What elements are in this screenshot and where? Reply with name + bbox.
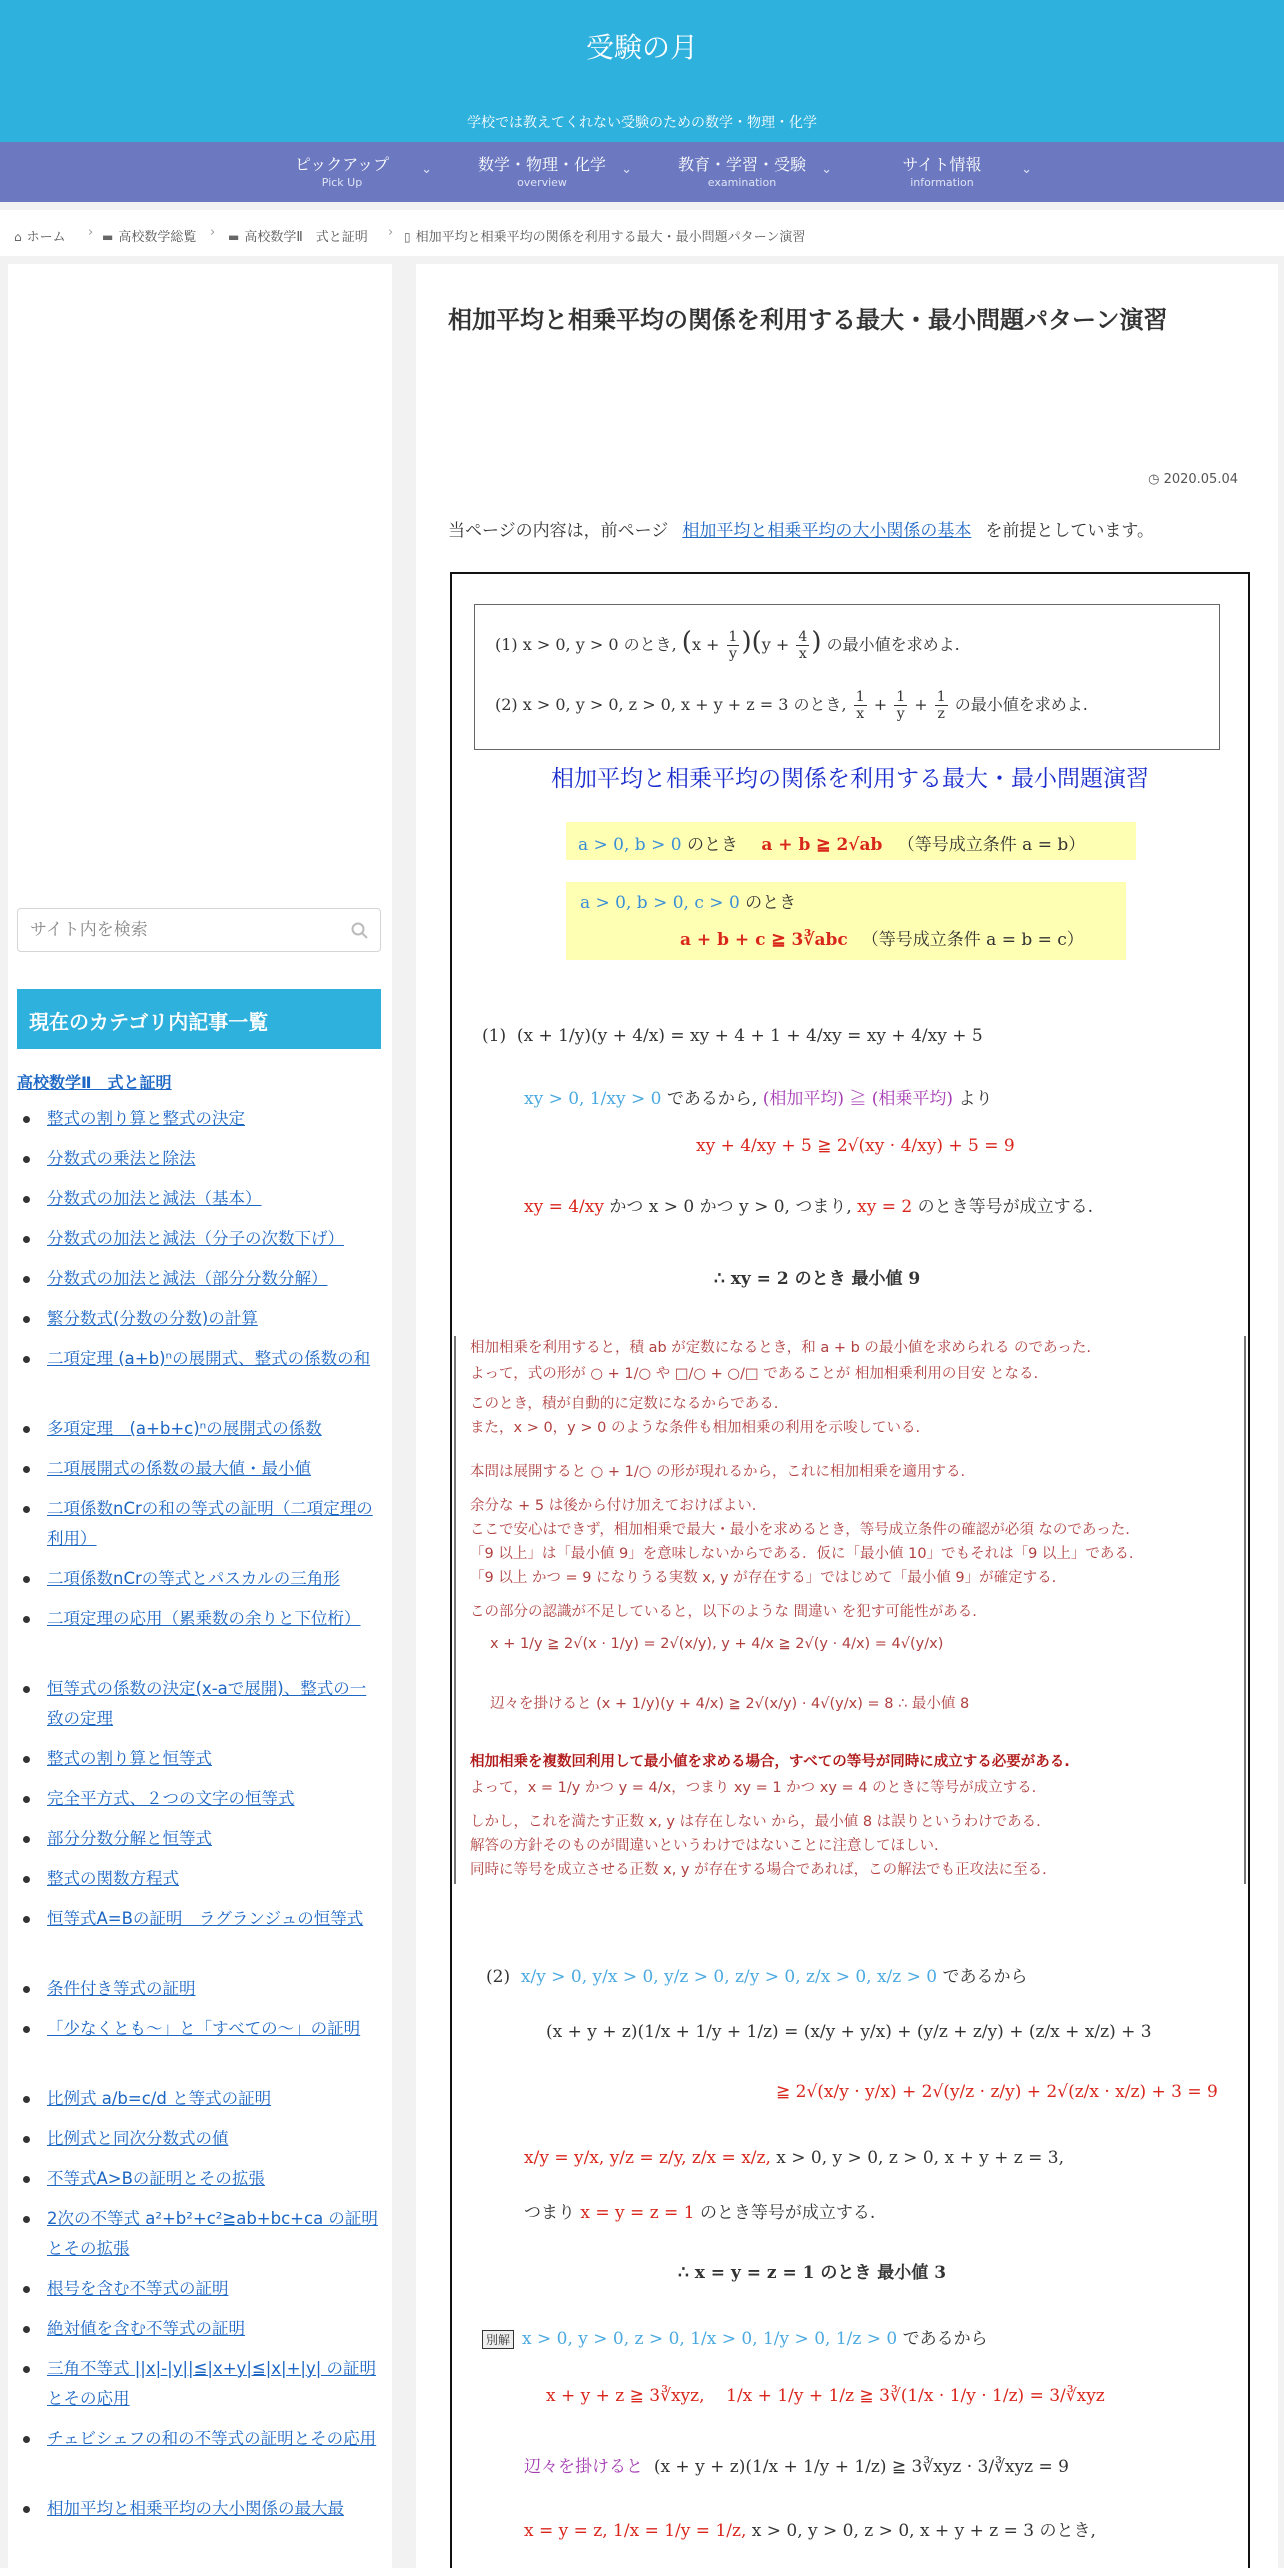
list-item[interactable]: 比例式 a/b=c/d と等式の証明 (17, 2084, 381, 2114)
note-line: よって，x = 1/y かつ y = 4/x，つまり xy = 1 かつ xy = 4 のときに等号が成立する. (470, 1780, 1037, 1796)
chevron-down-icon: ⌄ (421, 162, 432, 177)
problem-box (474, 604, 1220, 750)
list-item[interactable]: 繁分数式(分数の分数)の計算 (17, 1304, 381, 1334)
category-link[interactable]: 高校数学Ⅱ 式と証明 (17, 1073, 172, 1092)
list-item[interactable]: 比例式と同次分数式の値 (17, 2124, 381, 2154)
list-item[interactable]: 多項定理 (a+b+c)ⁿの展開式の係数 (17, 1414, 381, 1444)
list-item[interactable]: 絶対値を含む不等式の証明 (17, 2314, 381, 2344)
figure-title: 相加平均と相乗平均の関係を利用する最大・最小問題演習 (551, 766, 1149, 792)
note-line: この部分の認識が不足していると，以下のような 間違い を犯す可能性がある. (470, 1604, 977, 1620)
list-item[interactable]: 条件付き等式の証明 (17, 1974, 381, 2004)
solution-1-line-1: (1) (x + 1/y)(y + 4/x) = xy + 4 + 1 + 4/xy = xy + 4/xy + 5 (482, 1026, 983, 1046)
am-gm-3-formula: a > 0, b > 0, c > 0 のとき a + b + c ≧ 3∛abc （等号成立条件 a = b = c） (566, 882, 1126, 960)
list-item[interactable]: 整式の割り算と恒等式 (17, 1744, 381, 1774)
list-item[interactable]: 三角不等式 ||x|-|y||≦|x+y|≦|x|+|y| の証明とその応用 (17, 2354, 381, 2414)
problem-1: (1) x > 0, y > 0 のとき, (x + $\frac{1}{y}$ )(y + $\frac{4}{x}$ ) の最小値を求めよ. (495, 627, 960, 662)
list-item[interactable]: 完全平方式、２つの文字の恒等式 (17, 1784, 381, 1814)
nav-label: サイト情報 (902, 155, 982, 174)
list-item[interactable]: 分数式の加法と減法（分子の次数下げ） (17, 1224, 381, 1254)
note-line: よって，式の形が ○ + 1/○ や □/○ + ○/□ であることが 相加相乗利用の目安 となる. (470, 1366, 1039, 1382)
solution-2-line-5: つまり x = y = z = 1 のとき等号が成立する. (524, 2203, 876, 2223)
math-figure (450, 572, 1250, 2568)
alt-solution-line-1: 別解 x > 0, y > 0, z > 0, 1/x > 0, 1/y > 0, 1/z > 0 であるから (482, 2324, 988, 2349)
list-item[interactable]: 二項定理 (a+b)ⁿの展開式、整式の係数の和 (17, 1344, 381, 1374)
list-item[interactable]: 恒等式A=Bの証明 ラグランジュの恒等式 (17, 1904, 381, 1934)
clock-icon: ◷ (1148, 472, 1164, 487)
chevron-right-icon: › (210, 225, 216, 240)
note-line: このとき，積が自動的に定数になるからである. (470, 1396, 779, 1412)
chevron-down-icon: ⌄ (1021, 162, 1032, 177)
nav-caption: Pick Up (321, 176, 363, 189)
breadcrumb (0, 210, 1284, 256)
note-line: 相加相乗を利用すると，積 ab が定数になるとき，和 a + b の最小値を求められる のであった. (470, 1340, 1091, 1356)
note-line: 本問は展開すると ○ + 1/○ の形が現れるから，これに相加相乗を適用する. (470, 1464, 966, 1480)
alt-solution-line-4: x = y = z, 1/x = 1/y = 1/z, x > 0, y > 0, z > 0, x + y + z = 3 のとき, (524, 2521, 1096, 2541)
prerequisite-link[interactable]: 相加平均と相乗平均の大小関係の基本 (682, 521, 972, 541)
solution-1-line-4: xy = 4/xy かつ x > 0 かつ y > 0, つまり, xy = 2 のとき等号が成立する. (524, 1197, 1094, 1217)
search-input[interactable] (30, 920, 330, 940)
list-item[interactable]: 分数式の乗法と除法 (17, 1144, 381, 1174)
note-line: 「9 以上 かつ = 9 になりうる実数 x, y が存在する」ではじめて「最小値 9」が確定する. (470, 1570, 1057, 1586)
note-line: また，x > 0，y > 0 のような条件も相加相乗の利用を示唆している. (470, 1420, 921, 1436)
alt-solution-line-3: 辺々を掛けると (x + y + z)(1/x + 1/y + 1/z) ≧ 3∛xyz · 3/∛xyz = 9 (524, 2457, 1069, 2477)
search-box (17, 908, 381, 952)
sidebar (8, 264, 392, 2568)
note-line: ここで安心はできず，相加相乗で最大・最小を求めるとき，等号成立条件の確認が必須 なのであった. (470, 1522, 1130, 1538)
chevron-right-icon: › (88, 225, 94, 240)
category-heading: 現在のカテゴリ内記事一覧 (17, 989, 381, 1049)
note-line: しかし，これを満たす正数 x, y は存在しない から，最小値 8 は誤りというわけである. (470, 1814, 1041, 1830)
alt-solution-tag: 別解 (482, 2330, 514, 2349)
site-title[interactable]: 受験の月 (585, 31, 698, 64)
solution-2-line-4: x/y = y/x, y/z = z/y, z/x = x/z, x > 0, y > 0, z > 0, x + y + z = 3, (524, 2148, 1064, 2168)
list-item[interactable]: 二項展開式の係数の最大値・最小値 (17, 1454, 381, 1484)
search-icon[interactable] (350, 921, 370, 941)
chevron-right-icon: › (388, 225, 394, 240)
list-item[interactable]: 整式の関数方程式 (17, 1864, 381, 1894)
problem-2: (2) x > 0, y > 0, z > 0, x + y + z = 3 のとき, $\frac{1}{x}$ + $\frac{1}{y}$ + $\frac{1}{z}$ の最小値を求めよ. (495, 689, 1088, 722)
alt-solution-line-2: x + y + z ≧ 3∛xyz, 1/x + 1/y + 1/z ≧ 3∛(1/x · 1/y · 1/z) = 3/∛xyz (546, 2386, 1105, 2406)
list-item[interactable]: 根号を含む不等式の証明 (17, 2274, 381, 2304)
page-title: 相加平均と相乗平均の関係を利用する最大・最小問題パターン演習 (448, 306, 1168, 334)
list-item[interactable]: 相加平均と相乗平均の大小関係の最大最 (17, 2494, 381, 2524)
site-description: 学校では教えてくれない受験のための数学・物理・化学 (467, 115, 817, 131)
explanation-box (454, 1336, 1246, 1884)
list-item[interactable]: 2次の不等式 a²+b²+c²≧ab+bc+ca の証明とその拡張 (17, 2204, 381, 2264)
solution-2-line-3: ≧ 2√(x/y · y/x) + 2√(y/z · z/y) + 2√(z/x · x/z) + 3 = 9 (776, 2082, 1218, 2102)
breadcrumb-category[interactable]: ▬ 高校数学Ⅱ 式と証明 (228, 230, 368, 245)
note-line: 辺々を掛けると (x + 1/y)(y + 4/x) ≧ 2√(x/y) · 4√(y/x) = 8 ∴ 最小値 8 (490, 1696, 970, 1712)
solution-1-line-3: xy + 4/xy + 5 ≧ 2√(xy · 4/xy) + 5 = 9 (696, 1136, 1015, 1156)
list-item[interactable]: 二項係数nCrの和の等式の証明（二項定理の利用） (17, 1494, 381, 1554)
note-line: x + 1/y ≧ 2√(x · 1/y) = 2√(x/y), y + 4/x ≧ 2√(y · 4/x) = 4√(y/x) (490, 1636, 944, 1652)
solution-1-answer: ∴ xy = 2 のとき 最小値 9 (714, 1269, 921, 1289)
list-item[interactable]: 部分分数分解と恒等式 (17, 1824, 381, 1854)
note-line: 相加相乗を複数回利用して最小値を求める場合，すべての等号が同時に成立する必要がある. (470, 1754, 1070, 1770)
am-gm-2-formula: a > 0, b > 0 のとき a + b ≧ 2√ab （等号成立条件 a = b） (566, 822, 1136, 860)
folder-icon: ▬ (102, 230, 114, 244)
list-item[interactable]: 二項係数nCrの等式とパスカルの三角形 (17, 1564, 381, 1594)
main-content (416, 264, 1278, 2568)
list-item[interactable]: 分数式の加法と減法（部分分数分解） (17, 1264, 381, 1294)
nav-item-pickup[interactable] (242, 142, 442, 202)
nav-item-examination[interactable] (642, 142, 842, 202)
list-item[interactable]: 二項定理の応用（累乗数の余りと下位桁） (17, 1604, 381, 1634)
note-line: 余分な + 5 は後から付け加えておけばよい. (470, 1498, 757, 1514)
list-item[interactable]: 恒等式の係数の決定(x-aで展開)、整式の一致の定理 (17, 1674, 381, 1734)
breadcrumb-overview[interactable]: ▬ 高校数学総覧 (102, 230, 197, 245)
nav-caption: information (910, 176, 974, 189)
note-line: 解答の方針そのものが間違いというわけではないことに注意してほしい. (470, 1838, 939, 1854)
list-item[interactable]: 整式の割り算と整式の決定 (17, 1104, 381, 1134)
list-item[interactable]: 分数式の加法と減法（基本） (17, 1184, 381, 1214)
home-icon: ⌂ (14, 230, 22, 244)
nav-item-information[interactable] (842, 142, 1042, 202)
nav-item-overview[interactable] (442, 142, 642, 202)
document-icon: ▯ (404, 230, 411, 244)
intro-text: 当ページの内容は，前ページ 相加平均と相乗平均の大小関係の基本 を前提としています。 (448, 521, 1154, 541)
solution-1-line-2: xy > 0, 1/xy > 0 であるから, (相加平均) ≧ (相乗平均) より (524, 1089, 993, 1109)
breadcrumb-home[interactable]: ⌂ ホーム (14, 230, 66, 245)
list-item[interactable]: チェビシェフの和の不等式の証明とその応用 (17, 2424, 381, 2454)
solution-2-line-2: (x + y + z)(1/x + 1/y + 1/z) = (x/y + y/x) + (y/z + z/y) + (z/x + x/z) + 3 (546, 2022, 1152, 2042)
list-item[interactable]: 不等式A>Bの証明とその拡張 (17, 2164, 381, 2194)
solution-2-answer: ∴ x = y = z = 1 のとき 最小値 3 (678, 2263, 947, 2283)
note-line: 同時に等号を成立させる正数 x, y が存在する場合であれば，この解法でも正攻法に至る. (470, 1862, 1047, 1878)
chevron-down-icon: ⌄ (821, 162, 832, 177)
nav-label: 教育・学習・受験 (677, 155, 806, 174)
nav-label: 数学・物理・化学 (477, 155, 606, 174)
site-header (0, 0, 1284, 142)
list-item[interactable]: 「少なくとも～」と「すべての～」の証明 (17, 2014, 381, 2044)
nav-caption: overview (517, 176, 567, 189)
solution-2-line-1: (2) x/y > 0, y/x > 0, y/z > 0, z/y > 0, z/x > 0, x/z > 0 であるから (486, 1967, 1028, 1987)
global-nav (0, 142, 1284, 202)
post-date: ◷ 2020.05.04 (1148, 472, 1238, 487)
note-line: 「9 以上」は「最小値 9」を意味しないからである．仮に「最小値 10」でもそれは「9 以上」である. (470, 1546, 1134, 1562)
nav-label: ピックアップ (294, 155, 390, 174)
folder-icon: ▬ (228, 230, 240, 244)
breadcrumb-current: ▯ 相加平均と相乗平均の関係を利用する最大・最小問題パターン演習 (404, 230, 806, 245)
nav-caption: examination (707, 176, 777, 189)
chevron-down-icon: ⌄ (621, 162, 632, 177)
